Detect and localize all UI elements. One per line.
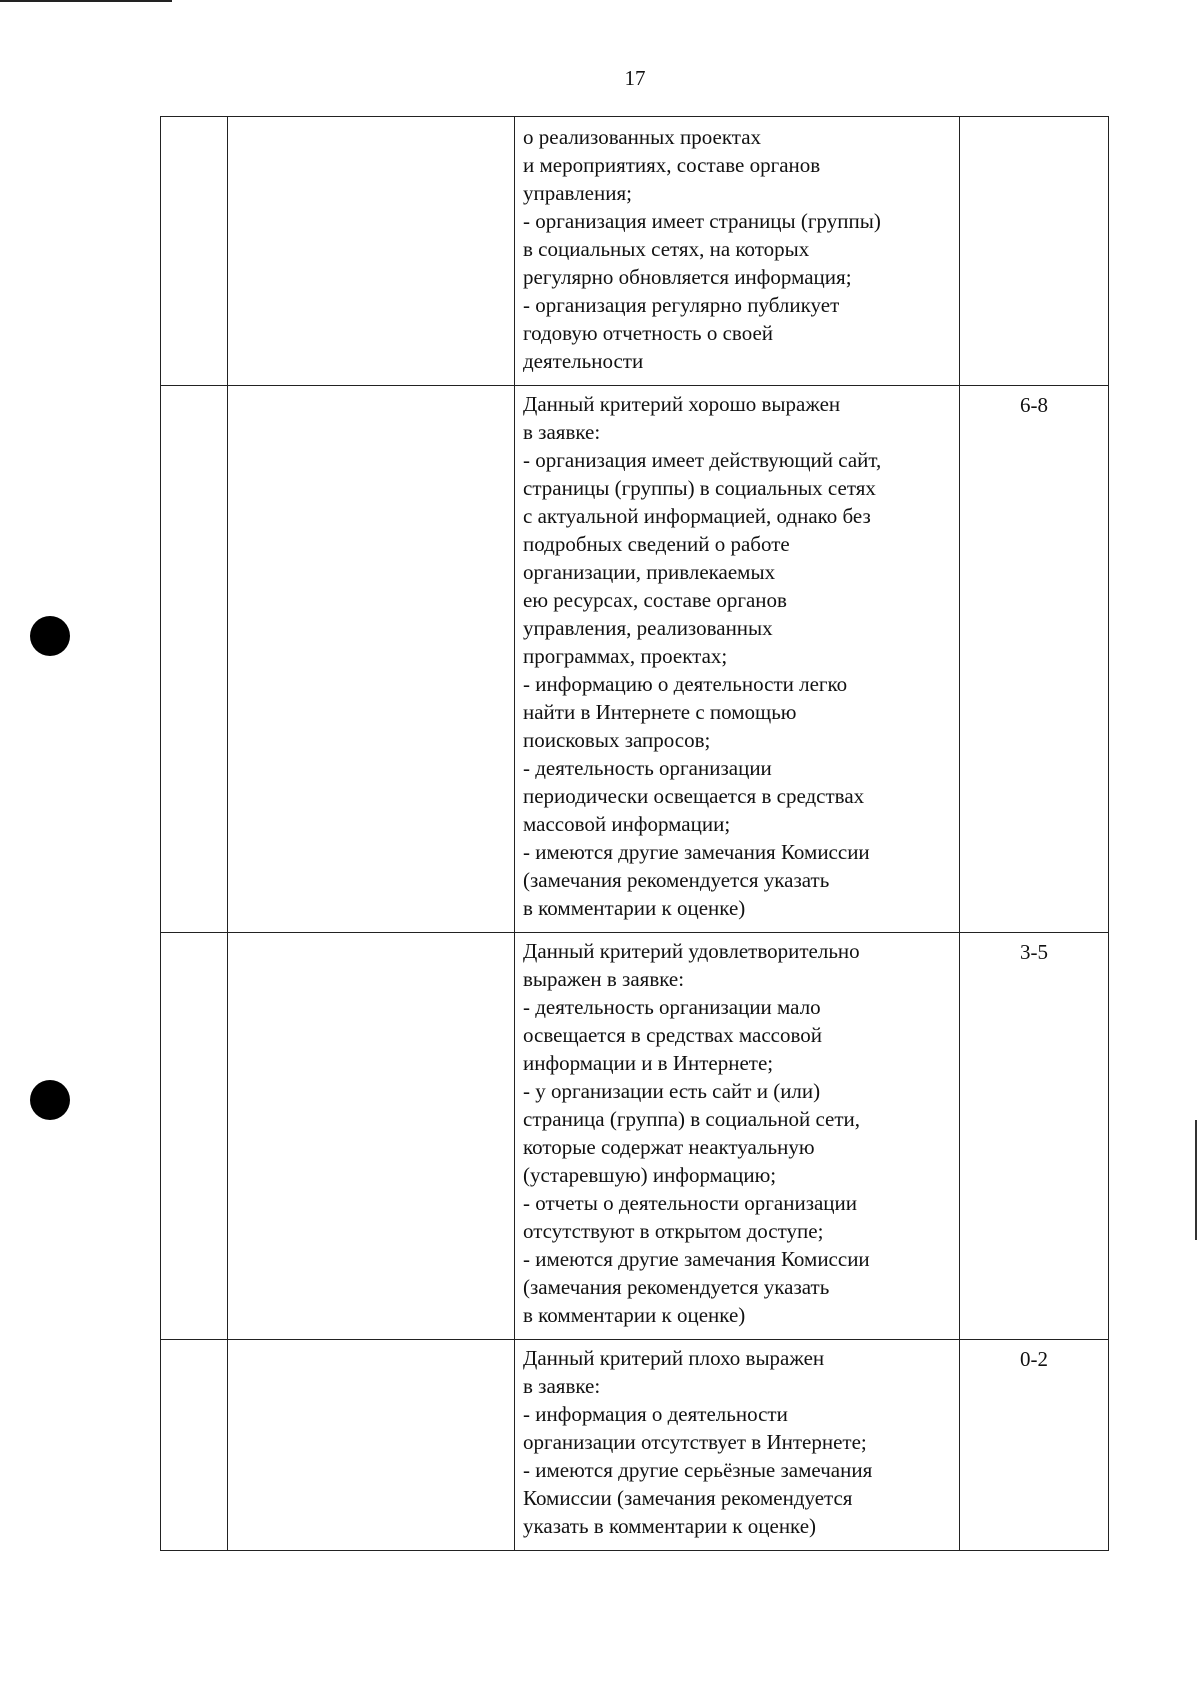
number-cell xyxy=(161,386,228,933)
description-line: массовой информации; xyxy=(523,812,731,836)
description-line: - у организации есть сайт и (или) xyxy=(523,1079,821,1103)
description-line: в заявке: xyxy=(523,1374,601,1398)
description-line: подробных сведений о работе xyxy=(523,532,790,556)
description-line: найти в Интернете с помощью xyxy=(523,700,797,724)
description-line: Комиссии (замечания рекомендуется xyxy=(523,1486,853,1510)
description-line: в социальных сетях, на которых xyxy=(523,237,810,261)
criterion-name-cell xyxy=(228,933,515,1340)
description-line: (устаревшую) информацию; xyxy=(523,1163,777,1187)
description-line: - деятельность организации xyxy=(523,756,772,780)
description-line: деятельности xyxy=(523,349,644,373)
number-cell xyxy=(161,933,228,1340)
criterion-name-cell xyxy=(228,117,515,386)
description-line: в комментарии к оценке) xyxy=(523,896,746,920)
description-line: - имеются другие серьёзные замечания xyxy=(523,1458,873,1482)
description-line: и мероприятиях, составе органов xyxy=(523,153,821,177)
criterion-name-cell xyxy=(228,1340,515,1551)
description-line: (замечания рекомендуется указать xyxy=(523,1275,830,1299)
description-line: в комментарии к оценке) xyxy=(523,1303,746,1327)
description-line: Данный критерий удовлетворительно xyxy=(523,939,860,963)
description-line: - отчеты о деятельности организации xyxy=(523,1191,858,1215)
description-line: Данный критерий хорошо выражен xyxy=(523,392,841,416)
scan-edge-rule xyxy=(1195,1120,1197,1240)
description-line: - организация имеет страницы (группы) xyxy=(523,209,881,233)
criterion-description-cell xyxy=(515,1340,960,1551)
description-line: информации и в Интернете; xyxy=(523,1051,774,1075)
score-range-cell xyxy=(960,117,1109,386)
number-cell xyxy=(161,117,228,386)
description-line: которые содержат неактуальную xyxy=(523,1135,815,1159)
description-line: регулярно обновляется информация; xyxy=(523,265,852,289)
criteria-row xyxy=(161,386,1109,933)
criteria-row xyxy=(161,1340,1109,1551)
description-line: ею ресурсах, составе органов xyxy=(523,588,787,612)
description-line: периодически освещается в средствах xyxy=(523,784,865,808)
description-line: выражен в заявке: xyxy=(523,967,685,991)
criterion-name-cell xyxy=(228,386,515,933)
criteria-table-body xyxy=(161,117,1109,1551)
description-line: - деятельность организации мало xyxy=(523,995,821,1019)
criterion-description-cell xyxy=(515,386,960,933)
score-range-cell: 6-8 xyxy=(960,386,1109,933)
criteria-row xyxy=(161,933,1109,1340)
description-line: управления, реализованных xyxy=(523,616,773,640)
description-line: организации, привлекаемых xyxy=(523,560,776,584)
criteria-table xyxy=(160,116,1109,1551)
description-line: в заявке: xyxy=(523,420,601,444)
scan-corner-rule xyxy=(0,0,172,2)
description-line: организации отсутствует в Интернете; xyxy=(523,1430,867,1454)
description-line: - информацию о деятельности легко xyxy=(523,672,848,696)
description-line: - организация регулярно публикует xyxy=(523,293,840,317)
description-line: освещается в средствах массовой xyxy=(523,1023,822,1047)
description-line: - информация о деятельности xyxy=(523,1402,788,1426)
number-cell xyxy=(161,1340,228,1551)
score-range-cell: 0-2 xyxy=(960,1340,1109,1551)
description-line: (замечания рекомендуется указать xyxy=(523,868,830,892)
description-line: с актуальной информацией, однако без xyxy=(523,504,871,528)
page-number: 17 xyxy=(624,66,646,90)
description-line: указать в комментарии к оценке) xyxy=(523,1514,817,1538)
description-line: поисковых запросов; xyxy=(523,728,711,752)
description-line: программах, проектах; xyxy=(523,644,728,668)
description-line: - имеются другие замечания Комиссии xyxy=(523,840,870,864)
description-line: страницы (группы) в социальных сетях xyxy=(523,476,876,500)
description-line: страница (группа) в социальной сети, xyxy=(523,1107,861,1131)
description-line: годовую отчетность о своей xyxy=(523,321,774,345)
description-line: отсутствуют в открытом доступе; xyxy=(523,1219,824,1243)
punch-hole-mark xyxy=(30,616,70,656)
description-line: - имеются другие замечания Комиссии xyxy=(523,1247,870,1271)
description-line: Данный критерий плохо выражен xyxy=(523,1346,825,1370)
description-line: - организация имеет действующий сайт, xyxy=(523,448,882,472)
criterion-description-cell xyxy=(515,933,960,1340)
description-line: о реализованных проектах xyxy=(523,125,762,149)
description-line: управления; xyxy=(523,181,632,205)
criteria-row xyxy=(161,117,1109,386)
punch-hole-mark xyxy=(30,1080,70,1120)
criterion-description-cell xyxy=(515,117,960,386)
score-range-cell: 3-5 xyxy=(960,933,1109,1340)
